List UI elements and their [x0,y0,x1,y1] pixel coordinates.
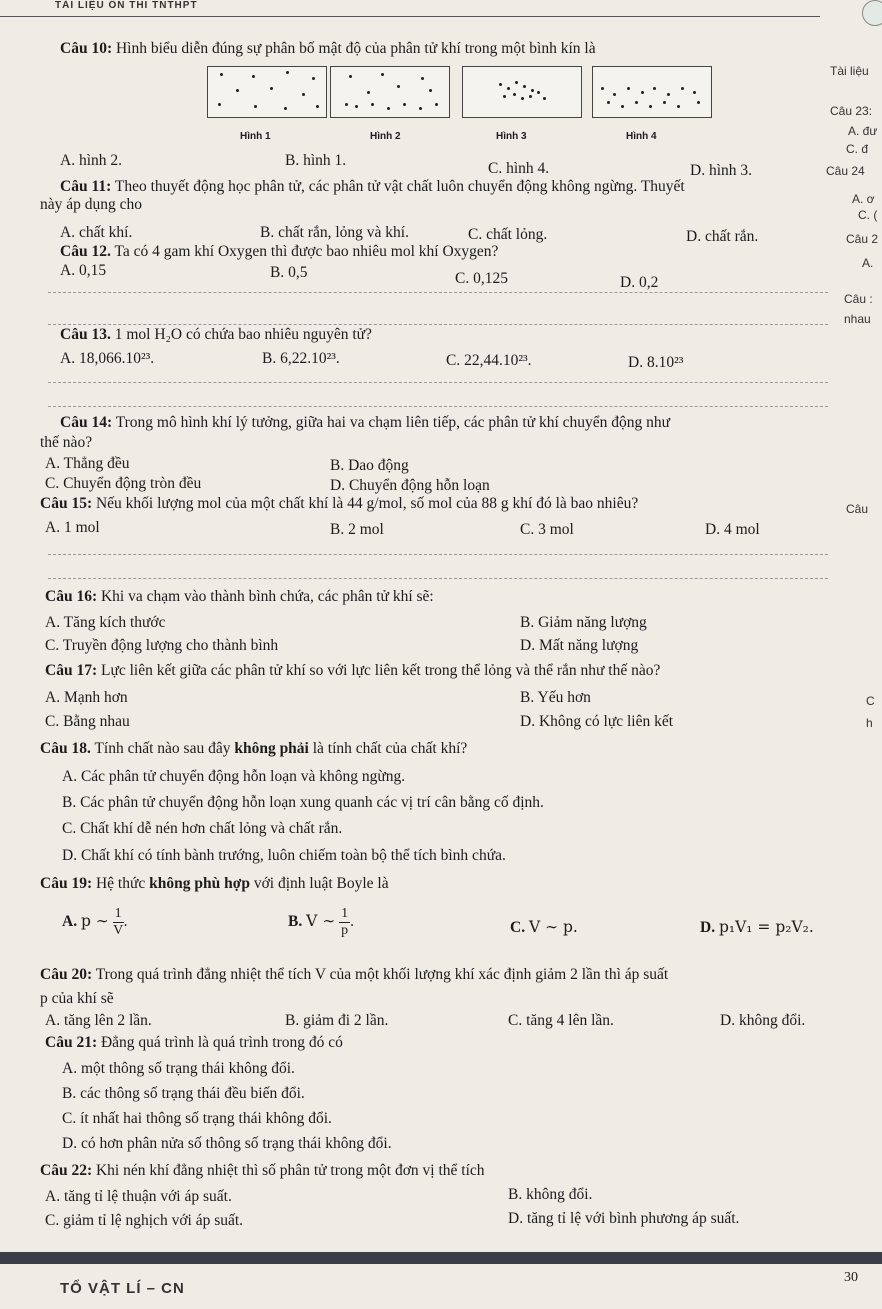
answer-line [48,382,828,383]
question-label: Câu 10: [60,40,113,57]
answer-line [48,578,828,579]
question-13 [60,326,372,344]
option-b: B. 0,5 [270,264,308,281]
option-b: B. các thông số trạng thái đều biến đổi. [62,1085,305,1102]
option-c: C. tăng 4 lên lần. [508,1012,614,1029]
question-label: Câu 14: [60,414,113,431]
option-c: C. 3 mol [520,521,574,538]
question-20 [40,966,668,984]
question-10 [60,40,596,58]
answer-line [48,292,828,293]
option-c: C. Bằng nhau [45,713,130,730]
option-d: D. Chất khí có tính bành trướng, luôn chiếm toàn bộ thể tích bình chứa. [62,847,506,864]
option-label: D. [700,919,716,936]
question-stem-emphasis: không phải [234,740,309,757]
question-label: Câu 22: [40,1162,93,1179]
option-a: A. chất khí. [60,224,133,241]
question-12 [60,243,498,261]
question-label: Câu 18. [40,740,91,757]
option-d: D. có hơn phân nửa số thông số trạng thái không đổi. [62,1135,392,1152]
margin-text: Câu 23: [830,104,873,118]
question-stem: Lực liên kết giữa các phân tử khí so với lực liên kết trong thể lỏng và thể rắn như thế nào? [100,662,661,679]
option-a: A. p ∼ $\frac{1}{V}$ . [62,906,128,938]
option-a: A. 18,066.10²³. [60,350,155,367]
question-stem: Nếu khối lượng mol của một chất khí là 44 g/mol, số mol của 88 g khí đó là bao nhiêu? [95,495,639,512]
fraction [113,906,124,939]
option-c: C. Chất khí dễ nén hơn chất lỏng và chất rắn. [62,820,343,837]
option-b: B. 6,22.10²³. [262,350,340,367]
option-b: B. Các phân tử chuyển động hỗn loạn xung quanh các vị trí cân bằng cố định. [62,794,544,811]
answer-line [48,554,828,555]
figure-3 [462,66,582,118]
option-a: A. một thông số trạng thái không đổi. [62,1060,295,1077]
option-c: C. hình 4. [488,160,550,177]
margin-text: C. đ [846,142,869,156]
option-b: B. Dao động [330,457,409,474]
option-d: D. 8.10²³ [628,354,684,371]
option-d [700,918,814,937]
question-label: Câu 15: [40,495,93,512]
option-expression: V ∼ [306,912,336,931]
question-stem: Theo thuyết động học phân tử, các phân tử vật chất luôn chuyển động không ngừng. Thuyết [114,178,685,195]
option-d: D. tăng tỉ lệ với bình phương áp suất. [508,1210,740,1227]
header-rule [0,16,820,17]
question-stem: Khi va chạm vào thành bình chứa, các phân tử khí sẽ: [100,588,434,605]
option-c [510,918,578,937]
figure-4 [592,66,712,118]
question-stem: Trong quá trình đẳng nhiệt thể tích V của một khối lượng khí xác định giảm 2 lần thì áp suất [95,966,669,983]
figure-1 [207,66,327,118]
question-18 [40,740,467,758]
margin-text: Câu : [844,292,873,306]
margin-text: Tài liệu [830,64,869,78]
question-11 [60,178,685,196]
question-stem: Tính chất nào sau đây [94,740,231,757]
answer-line [48,324,828,325]
option-a: A. Tăng kích thước [45,614,166,631]
option-d: D. Mất năng lượng [520,637,639,654]
question-16 [45,588,434,606]
margin-text: C [866,694,875,708]
question-label: Câu 20: [40,966,93,983]
figure-caption: Hình 4 [626,131,657,142]
option-d: D. 0,2 [620,274,659,291]
question-label: Câu 16: [45,588,98,605]
option-a: A. 1 mol [45,519,100,536]
option-b: B. Giảm năng lượng [520,614,647,631]
margin-text: Câu 24 [826,164,865,178]
option-b: B. Yếu hơn [520,689,591,706]
question-label: Câu 13. [60,326,111,343]
question-stem: Hệ thức [95,875,146,892]
question-stem-emphasis: không phù hợp [149,875,250,892]
question-stem: với định luật Boyle là [253,875,389,892]
option-a: A. Các phân tử chuyển động hỗn loạn và không ngừng. [62,768,406,785]
option-d: D. hình 3. [690,162,752,179]
margin-text: h [866,716,873,730]
option-expression: V ∼ p. [528,918,578,936]
option-c: C. giảm tỉ lệ nghịch với áp suất. [45,1212,244,1229]
question-14 [60,414,670,432]
answer-line [48,406,828,407]
question-stem-line2: p của khí sẽ [40,990,114,1007]
margin-text: A. đư [848,124,878,138]
question-label: Câu 19: [40,875,93,892]
fraction [339,906,350,939]
fraction-numerator: 1 [341,906,349,921]
question-19 [40,875,389,893]
option-a: A. Thẳng đều [45,455,130,472]
fraction-denominator: V [113,923,124,938]
footer-bar [0,1252,882,1264]
margin-text: C. ( [858,208,878,222]
option-label: A. [62,913,78,931]
margin-text: nhau [844,312,871,326]
option-a: A. tăng lên 2 lần. [45,1012,152,1029]
figure-caption: Hình 1 [240,131,271,142]
header-title: TÀI LIỆU ÔN THI TNTHPT [55,0,198,11]
option-a: A. hình 2. [60,152,122,169]
question-label: Câu 17: [45,662,98,679]
option-expression: p₁V₁ = p₂V₂. [718,918,814,936]
question-label: Câu 11: [60,178,112,195]
question-15 [40,495,638,513]
option-a: A. 0,15 [60,262,107,279]
question-stem: Hình biểu diễn đúng sự phân bố mật độ của phân tử khí trong một bình kín là [115,40,596,57]
question-label: Câu 12. [60,243,111,260]
question-22 [40,1162,485,1180]
option-c: C. 22,44.10²³. [446,352,532,369]
option-b: B. hình 1. [285,152,347,169]
margin-text: A. ơ [852,192,875,206]
option-b: B. không đổi. [508,1186,593,1203]
option-label: C. [510,919,526,936]
question-21 [45,1034,343,1052]
question-label: Câu 21: [45,1034,98,1051]
option-d: D. Không có lực liên kết [520,713,674,730]
figure-2 [330,66,450,118]
option-c: C. ít nhất hai thông số trạng thái không đổi. [62,1110,332,1127]
question-stem-line2: này áp dụng cho [40,196,143,213]
footer-department: TỔ VẬT LÍ – CN [60,1280,185,1297]
option-d: D. 4 mol [705,521,760,538]
question-stem: Ta có 4 gam khí Oxygen thì được bao nhiêu mol khí Oxygen? [114,243,499,260]
option-c: C. Truyền động lượng cho thành bình [45,637,279,654]
page-number: 30 [844,1270,858,1285]
option-c: C. chất lỏng. [468,226,548,243]
figure-caption: Hình 3 [496,131,527,142]
question-17 [45,662,660,680]
option-d: D. Chuyển động hỗn loạn [330,477,490,494]
question-stem: là tính chất của chất khí? [312,740,468,757]
option-c: C. Chuyển động tròn đều [45,475,202,492]
corner-circle-icon [862,0,882,26]
option-c: C. 0,125 [455,270,508,287]
fraction-denominator: p [341,923,349,938]
option-expression: p ∼ [80,912,109,931]
fraction-numerator: 1 [114,906,122,921]
option-b: B. giảm đi 2 lần. [285,1012,389,1029]
margin-text: A. [862,256,874,270]
option-a: A. tăng tỉ lệ thuận với áp suất. [45,1188,232,1205]
option-b: B. 2 mol [330,521,384,538]
question-stem: 1 mol H₂O có chứa bao nhiêu nguyên tử? [114,326,372,343]
figure-caption: Hình 2 [370,131,401,142]
margin-text: Câu [846,502,869,516]
question-stem: Đẳng quá trình là quá trình trong đó có [100,1034,343,1051]
option-d: D. không đổi. [720,1012,806,1029]
option-label: B. [288,913,303,931]
question-stem: Khi nén khí đẳng nhiệt thì số phân tử trong một đơn vị thể tích [95,1162,485,1179]
option-b: B. chất rắn, lỏng và khí. [260,224,409,241]
option-b: B. V ∼ $\frac{1}{p}$ . [288,906,354,938]
option-d: D. chất rắn. [686,228,759,245]
option-a: A. Mạnh hơn [45,689,128,706]
question-stem-line2: thế nào? [40,434,93,451]
question-stem: Trong mô hình khí lý tưởng, giữa hai va chạm liên tiếp, các phân tử khí chuyển động như [115,414,671,431]
margin-text: Câu 2 [846,232,879,246]
